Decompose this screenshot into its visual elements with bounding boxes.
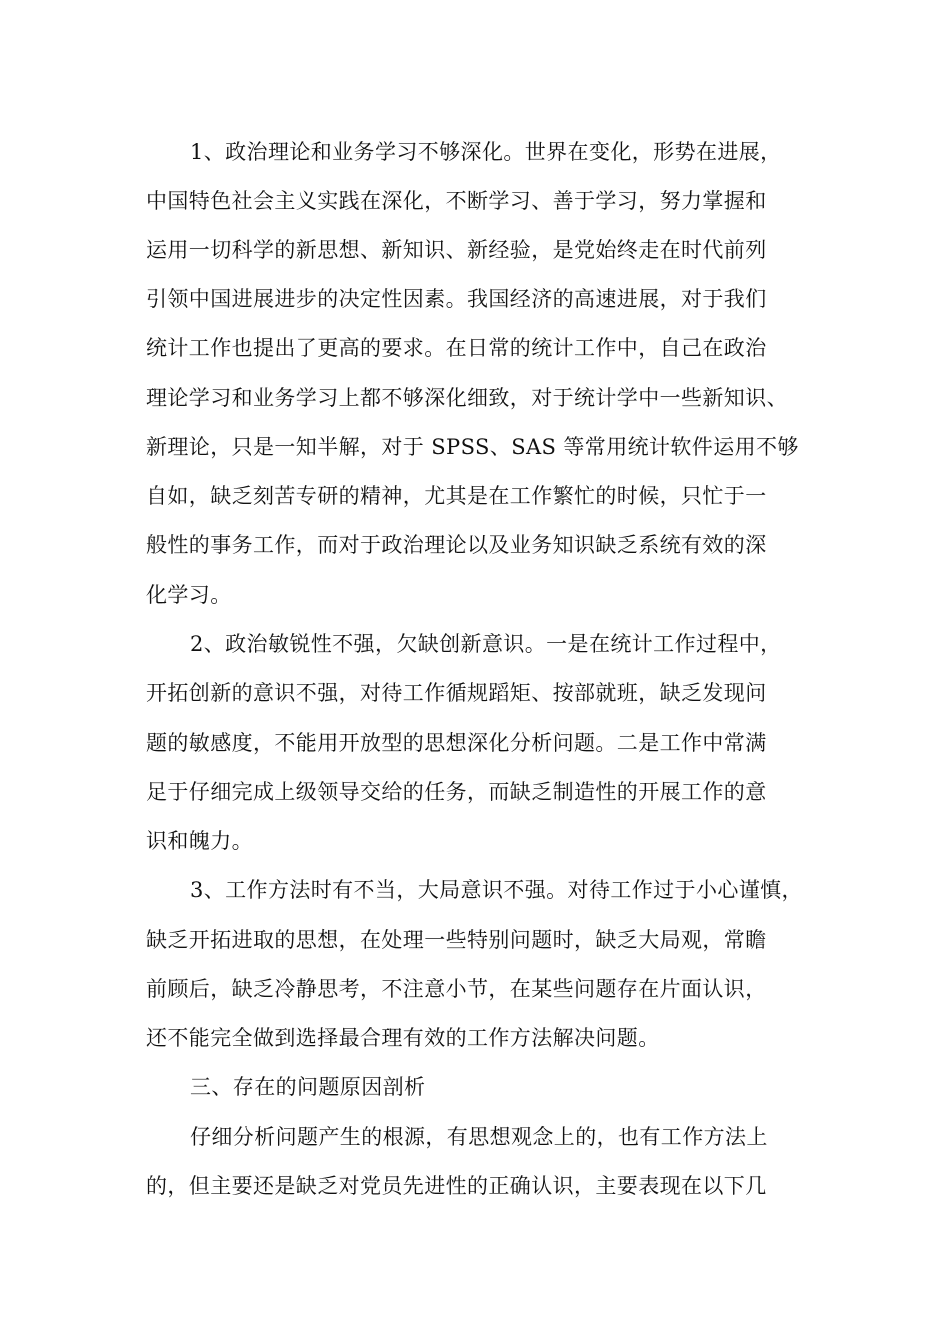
text-line: 自如，缺乏刻苦专研的精神，尤其是在工作繁忙的时候，只忙于一 [146,484,767,508]
text-line: 足于仔细完成上级领导交给的任务，而缺乏制造性的开展工作的意 [146,780,767,804]
text-line: 3、工作方法时有不当，大局意识不强。对待工作过于小心谨慎， [190,878,803,902]
text-line: 理论学习和业务学习上都不够深化细致，对于统计学中一些新知识、 [146,386,788,410]
text-line: 引领中国进展进步的决定性因素。我国经济的高速进展，对于我们 [146,287,767,311]
text-line: 新理论，只是一知半解，对于 SPSS、SAS 等常用统计软件运用不够 [146,435,799,459]
text-line: 的，但主要还是缺乏对党员先进性的正确认识，主要表现在以下几 [146,1174,767,1198]
text-line: 化学习。 [146,583,232,607]
text-line: 中国特色社会主义实践在深化，不断学习、善于学习，努力掌握和 [146,189,767,213]
text-line: 统计工作也提出了更高的要求。在日常的统计工作中，自己在政治 [146,336,767,360]
text-line: 前顾后，缺乏冷静思考，不注意小节，在某些问题存在片面认识， [146,977,767,1001]
text-line: 还不能完全做到选择最合理有效的工作方法解决问题。 [146,1026,660,1050]
text-line: 运用一切科学的新思想、新知识、新经验，是党始终走在时代前列 [146,238,767,262]
text-line: 1、政治理论和业务学习不够深化。世界在变化，形势在进展， [190,140,782,164]
text-line: 2、政治敏锐性不强，欠缺创新意识。一是在统计工作过程中， [190,632,782,656]
text-line: 缺乏开拓进取的思想，在处理一些特别问题时，缺乏大局观，常瞻 [146,928,767,952]
text-line: 识和魄力。 [146,829,253,853]
text-line: 开拓创新的意识不强，对待工作循规蹈矩、按部就班，缺乏发现问 [146,681,767,705]
text-line: 般性的事务工作，而对于政治理论以及业务知识缺乏系统有效的深 [146,533,767,557]
text-line: 题的敏感度，不能用开放型的思想深化分析问题。二是工作中常满 [146,731,767,755]
section-heading: 三、存在的问题原因剖析 [190,1075,426,1099]
text-line: 仔细分析问题产生的根源，有思想观念上的，也有工作方法上 [190,1125,768,1149]
